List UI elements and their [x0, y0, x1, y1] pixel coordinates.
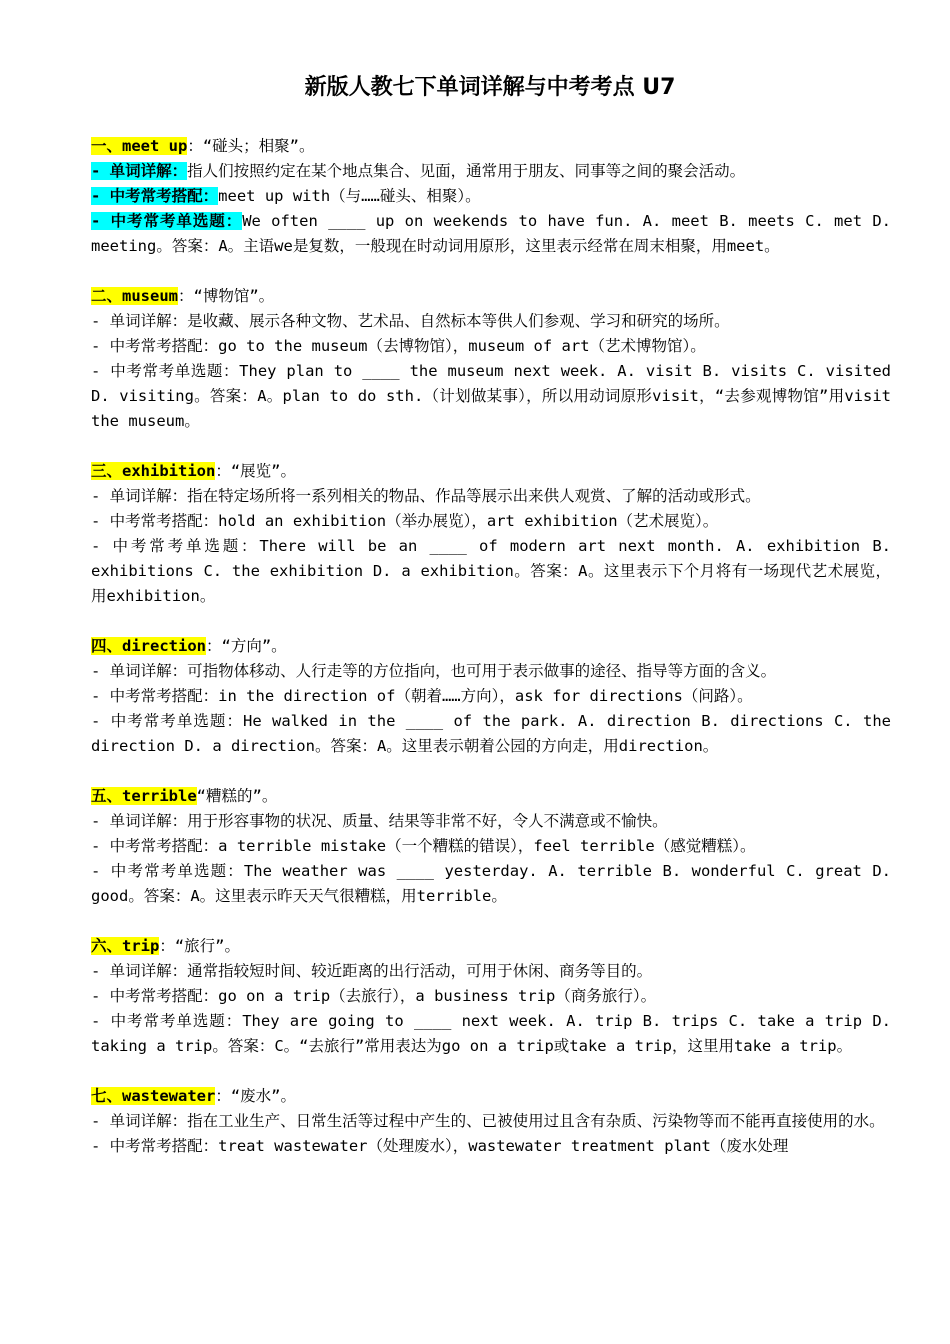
entry-detail: [91, 1109, 891, 1134]
vocab-entry: [91, 1084, 891, 1159]
entry-detail-text: 可指物体移动、人行走等的方位指向，也可用于表示做事的途径、指导等方面的含义。: [187, 662, 777, 680]
entry-collocation-label: - 中考常考搭配：: [91, 687, 219, 705]
entry-quiz-label: - 中考常考单选题：: [91, 1012, 243, 1030]
entry-collocation: [91, 184, 891, 209]
entry-quiz: [91, 859, 891, 909]
entry-detail: [91, 959, 891, 984]
entry-collocation-text: hold an exhibition（举办展览），art exhibition（艺术展览）。: [218, 512, 719, 530]
entry-collocation-text: treat wastewater（处理废水），wastewater treatment plant（废水处理: [218, 1137, 789, 1155]
entry-detail-label: - 单词详解：: [91, 312, 188, 330]
entry-collocation-text: a terrible mistake（一个糟糕的错误），feel terrible（感觉糟糕）。: [218, 837, 756, 855]
entry-quiz-label: - 中考常考单选题：: [91, 362, 240, 380]
entry-gloss: ：“展览”。: [215, 462, 296, 480]
entry-quiz: [91, 1009, 891, 1059]
entry-word: 六、trip: [91, 937, 160, 955]
entry-word: 一、meet up: [91, 137, 188, 155]
entry-quiz-label: - 中考常考单选题：: [91, 712, 243, 730]
entry-heading: [91, 934, 891, 959]
entry-quiz-text: They are going to ____ next week. A. trip B. trips C. take a trip D. taking a trip。答案：C。“去旅行”常用表达为go on a trip或take a trip，这里用take a trip。: [91, 1012, 891, 1055]
entry-detail: [91, 484, 891, 509]
entry-detail-text: 指人们按照约定在某个地点集合、见面，通常用于朋友、同事等之间的聚会活动。: [187, 162, 746, 180]
vocab-entry: [91, 934, 891, 1059]
entry-heading: [91, 634, 891, 659]
entry-quiz-text: They plan to ____ the museum next week. A. visit B. visits C. visited D. visiting。答案：A。plan to do sth.（计划做某事），所以用动词原形visit，“去参观博物馆”用visit the museum。: [91, 362, 891, 430]
entry-detail-label: - 单词详解：: [91, 962, 188, 980]
entry-collocation-label: - 中考常考搭配：: [91, 987, 219, 1005]
entry-word: 七、wastewater: [91, 1087, 216, 1105]
entry-collocation-label: - 中考常考搭配：: [91, 1137, 219, 1155]
entry-heading: [91, 784, 891, 809]
entry-detail-text: 用于形容事物的状况、质量、结果等非常不好，令人不满意或不愉快。: [187, 812, 668, 830]
entry-detail-text: 是收藏、展示各种文物、艺术品、自然标本等供人们参观、学习和研究的场所。: [187, 312, 730, 330]
vocab-entry: [91, 459, 891, 609]
entry-quiz-label: - 中考常考单选题：: [91, 537, 260, 555]
entry-quiz-label: - 中考常考单选题：: [91, 862, 244, 880]
entry-heading: [91, 134, 891, 159]
entry-collocation-label: - 中考常考搭配：: [91, 512, 219, 530]
entry-collocation: [91, 509, 891, 534]
entry-quiz: [91, 534, 891, 609]
entry-gloss: ：“博物馆”。: [178, 287, 275, 305]
vocab-entry: [91, 284, 891, 434]
entry-collocation: [91, 684, 891, 709]
entry-collocation: [91, 834, 891, 859]
entry-quiz: [91, 359, 891, 434]
entry-quiz-text: We often ____ up on weekends to have fun. A. meet B. meets C. met D. meeting。答案：A。主语we是复数，一般现在时动词用原形，这里表示经常在周末相聚，用meet。: [91, 212, 891, 255]
entry-collocation: [91, 984, 891, 1009]
entry-collocation-label: - 中考常考搭配：: [91, 337, 219, 355]
entry-gloss: ：“方向”。: [206, 637, 287, 655]
entry-collocation-text: meet up with（与……碰头、相聚）。: [218, 187, 481, 205]
entry-collocation-label: - 中考常考搭配：: [91, 187, 219, 205]
entry-detail-label: - 单词详解：: [91, 662, 188, 680]
entry-collocation-text: go on a trip（去旅行），a business trip（商务旅行）。: [218, 987, 657, 1005]
entry-detail-label: - 单词详解：: [91, 812, 188, 830]
entry-heading: [91, 284, 891, 309]
entry-quiz: [91, 209, 891, 259]
vocab-entry: [91, 134, 891, 259]
entry-detail: [91, 309, 891, 334]
vocab-entry: [91, 634, 891, 759]
entry-collocation: [91, 1134, 891, 1159]
entry-heading: [91, 1084, 891, 1109]
entry-quiz: [91, 709, 891, 759]
entry-detail-label: - 单词详解：: [91, 1112, 188, 1130]
entry-gloss: ：“旅行”。: [159, 937, 240, 955]
entry-detail-text: 通常指较短时间、较近距离的出行活动，可用于休闲、商务等目的。: [187, 962, 653, 980]
entry-detail: [91, 159, 891, 184]
entry-collocation: [91, 334, 891, 359]
entry-detail-label: - 单词详解：: [91, 162, 188, 180]
entry-quiz-text: There will be an ____ of modern art next month. A. exhibition B. exhibitions C. the exhibition D. a exhibition。答案：A。这里表示下个月将有一场现代艺术展览，用exhibition。: [91, 537, 891, 605]
entry-detail-text: 指在工业生产、日常生活等过程中产生的、已被使用过且含有杂质、污染物等而不能再直接使用的水。: [187, 1112, 885, 1130]
entry-collocation-label: - 中考常考搭配：: [91, 837, 219, 855]
entry-quiz-text: He walked in the ____ of the park. A. direction B. directions C. the direction D. a direction。答案：A。这里表示朝着公园的方向走，用direction。: [91, 712, 891, 755]
entry-word: 三、exhibition: [91, 462, 216, 480]
entry-collocation-text: go to the museum（去博物馆），museum of art（艺术博物馆）。: [218, 337, 706, 355]
entry-word: 四、direction: [91, 637, 206, 655]
page-title: 新版人教七下单词详解与中考考点 U7: [304, 75, 676, 100]
entry-detail: [91, 809, 891, 834]
entry-quiz-label: - 中考常考单选题：: [91, 212, 243, 230]
entry-detail: [91, 659, 891, 684]
entry-collocation-text: in the direction of（朝着……方向），ask for directions（问路）。: [218, 687, 753, 705]
entry-gloss: ：“碰头；相聚”。: [187, 137, 315, 155]
entry-word: 五、terrible: [91, 787, 197, 805]
entry-gloss: “糟糕的”。: [196, 787, 278, 805]
entry-gloss: ：“废水”。: [215, 1087, 296, 1105]
entry-heading: [91, 459, 891, 484]
document-body: [91, 134, 891, 1184]
entry-detail-label: - 单词详解：: [91, 487, 188, 505]
entry-quiz-text: The weather was ____ yesterday. A. terrible B. wonderful C. great D. good。答案：A。这里表示昨天天气很糟糕，用terrible。: [91, 862, 892, 905]
entry-word: 二、museum: [91, 287, 178, 305]
entry-detail-text: 指在特定场所将一系列相关的物品、作品等展示出来供人观赏、了解的活动或形式。: [187, 487, 761, 505]
vocab-entry: [91, 784, 891, 909]
